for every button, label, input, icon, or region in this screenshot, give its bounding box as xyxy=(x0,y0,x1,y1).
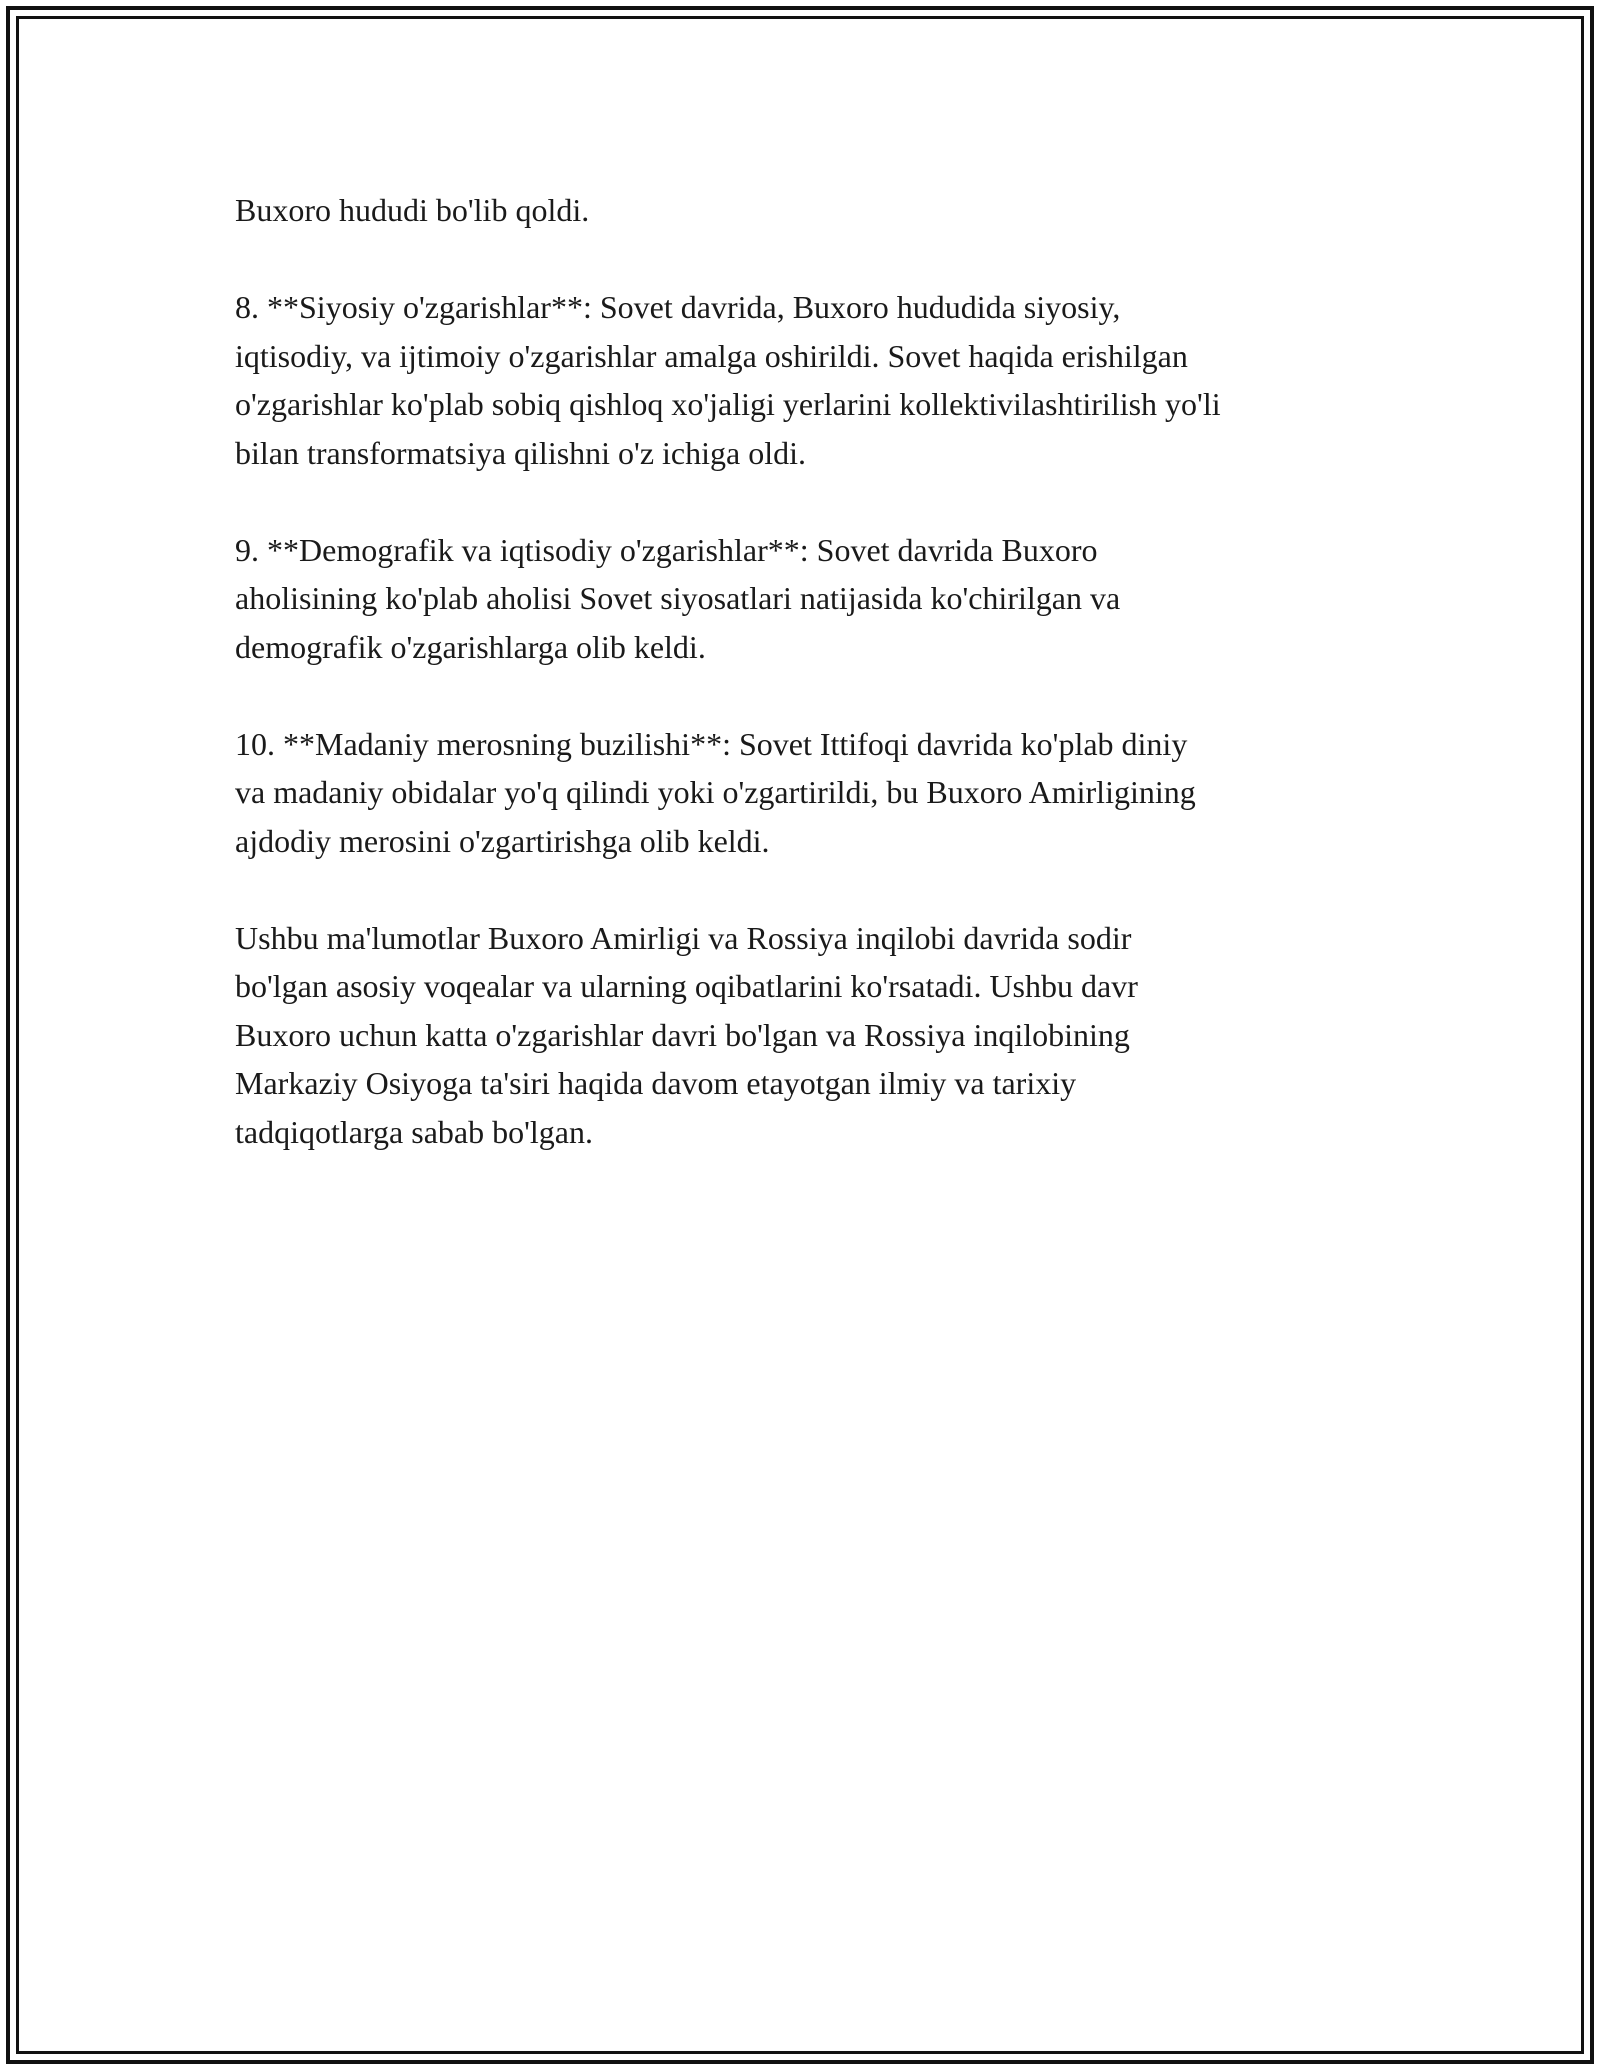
paragraph-continuation: Buxoro hududi bo'lib qoldi. xyxy=(235,192,590,228)
paragraph-item-9: 9. **Demografik va iqtisodiy o'zgarishlar**: Sovet davrida Buxoro aholisining ko'plab aholisi Sovet siyosatlari natijasida ko'chirilgan va demografik o'zgarishlarga olib keldi. xyxy=(235,531,1121,665)
document-body xyxy=(235,186,1395,1205)
paragraph-item-10: 10. **Madaniy merosning buzilishi**: Sovet Ittifoqi davrida ko'plab diniy va madaniy obidalar yo'q qilindi yoki o'zgartirildi, bu Buxoro Amirligining ajdodiy merosini o'zgartirishga olib keldi. xyxy=(235,725,1196,859)
paragraph-conclusion: Ushbu ma'lumotlar Buxoro Amirligi va Rossiya inqilobi davrida sodir bo'lgan asosiy voqealar va ularning oqibatlarini ko'rsatadi. Ushbu davr Buxoro uchun katta o'zgarishlar davri bo'lgan va Rossiya inqilobining Markaziy Osiyoga ta'siri haqida davom etayotgan ilmiy va tarixiy tadqiqotlarga sabab bo'lgan. xyxy=(235,919,1138,1150)
paragraph-item-8: 8. **Siyosiy o'zgarishlar**: Sovet davrida, Buxoro hududida siyosiy, iqtisodiy, va ijtimoiy o'zgarishlar amalga oshirildi. Sovet haqida erishilgan o'zgarishlar ko'plab sobiq qishloq xo'jaligi yerlarini kollektivilashtirilish yo'li bilan transformatsiya qilishni o'z ichiga oldi. xyxy=(235,289,1221,471)
